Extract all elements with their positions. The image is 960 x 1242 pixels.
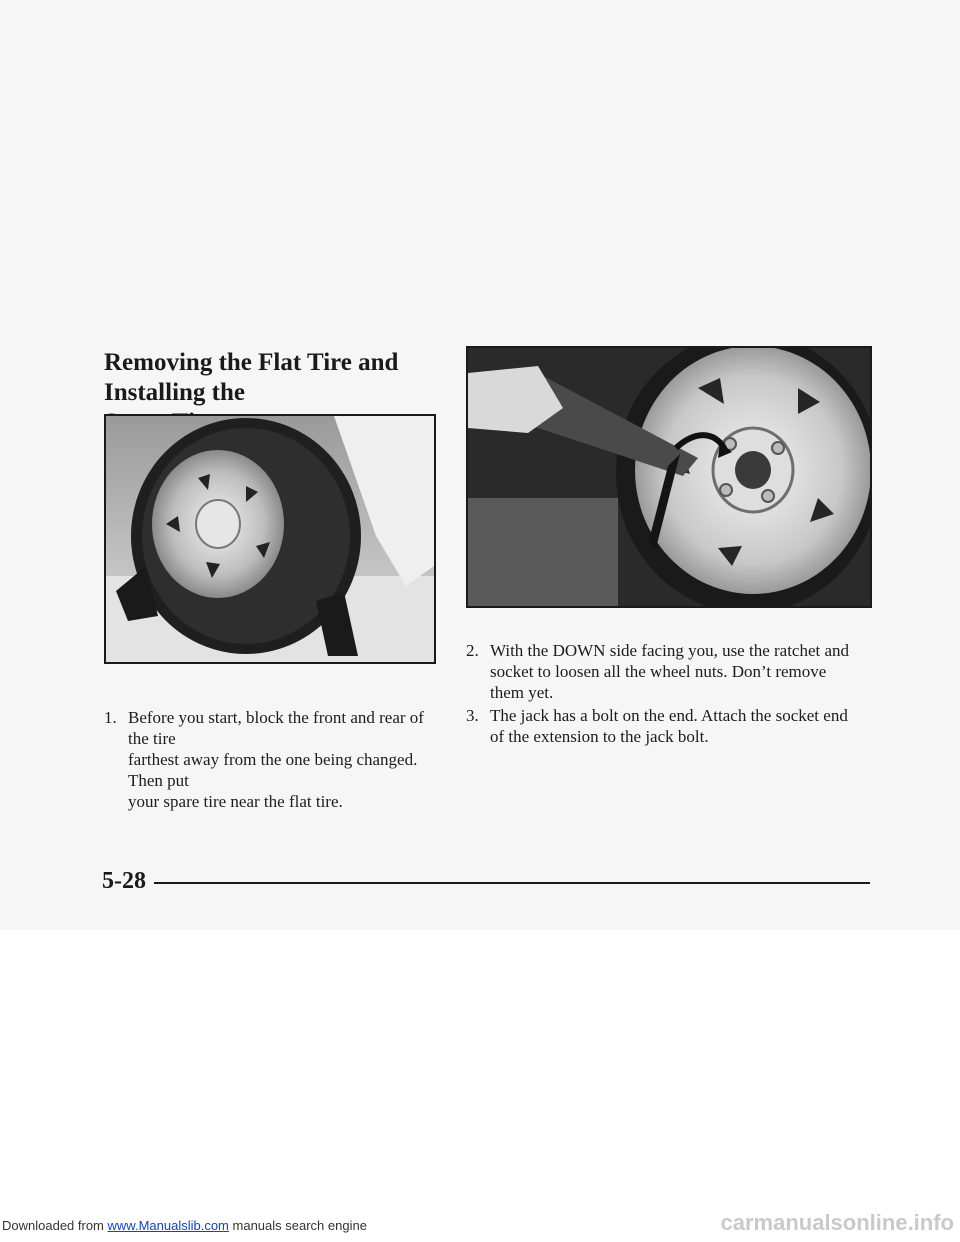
page-number: 5-28 [102,868,146,894]
wrench-on-wheel-photo [466,346,872,608]
step-line: Before you start, block the front and rear of the tire [128,708,424,748]
step-line: them yet. [490,683,554,702]
step-text [490,640,849,703]
step-line: The jack has a bolt on the end. Attach the socket end [490,706,848,725]
download-suffix: manuals search engine [232,1218,367,1233]
step-number: 2. [466,641,479,660]
download-notice [2,1218,367,1233]
tire-blocked-photo [104,414,436,664]
step-text [128,707,444,812]
download-prefix: Downloaded from [2,1218,104,1233]
step-line: With the DOWN side facing you, use the ratchet and [490,641,850,660]
step-number: 1. [104,708,117,727]
site-watermark: carmanualsonline.info [720,1210,954,1235]
step-line: socket to loosen all the wheel nuts. Don’t remove [490,662,827,681]
step-line: farthest away from the one being changed. Then put [128,750,418,790]
step-text [490,705,848,747]
step-number: 3. [466,706,479,725]
manualslib-link[interactable]: www.Manualslib.com [107,1218,229,1233]
step-line: your spare tire near the flat tire. [128,792,343,811]
heading-line-1: Removing the Flat Tire and Installing the [104,349,399,406]
step-line: of the extension to the jack bolt. [490,727,709,746]
footer-rule [154,882,870,884]
